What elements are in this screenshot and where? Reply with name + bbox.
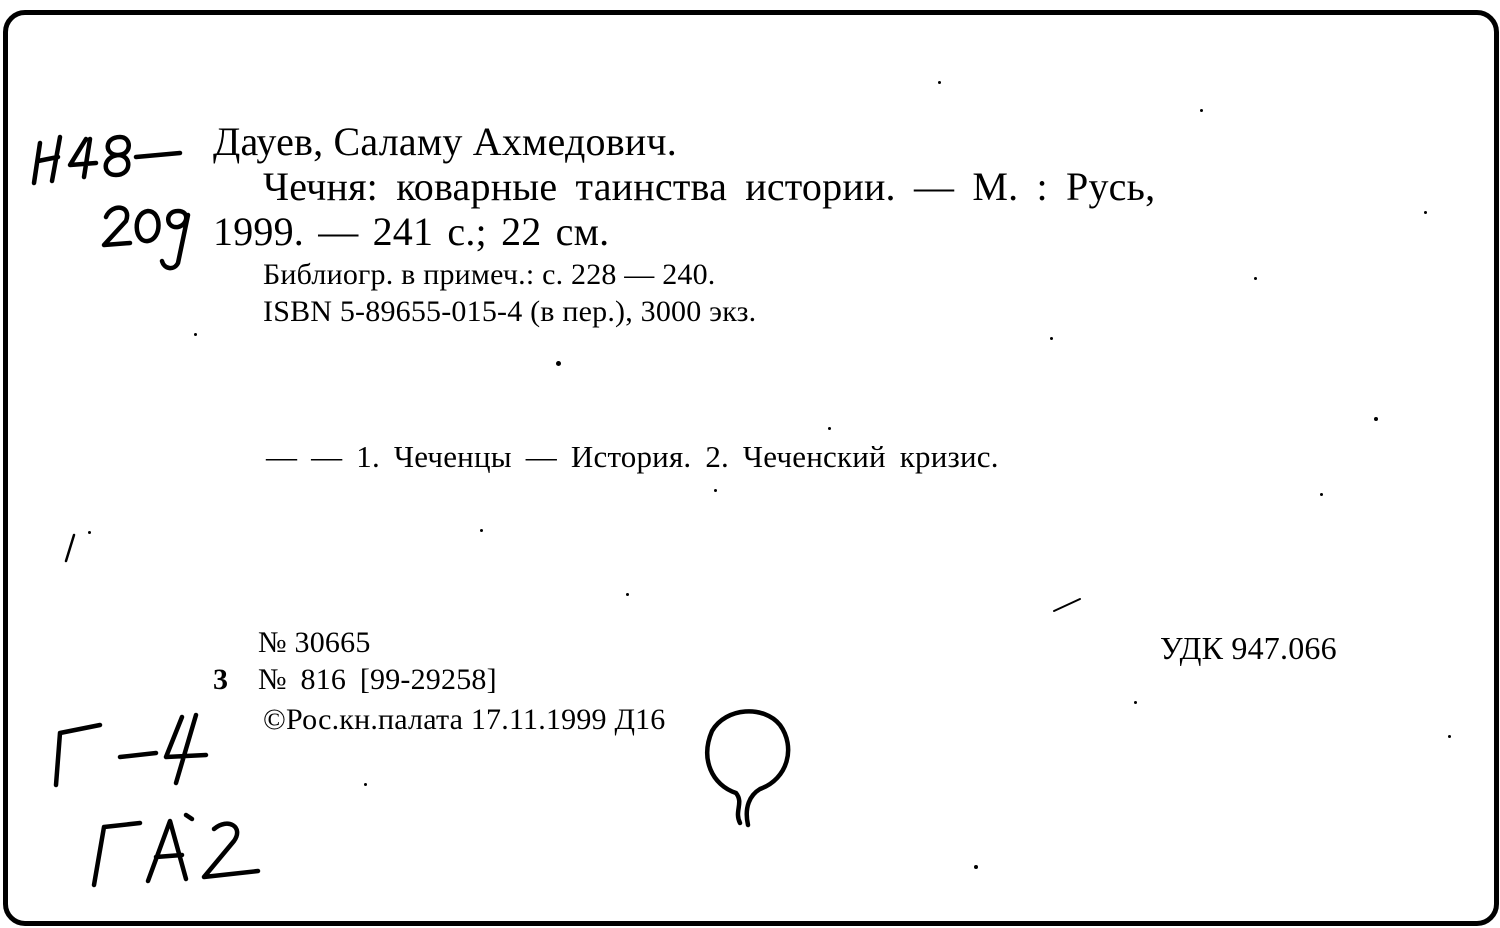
handwritten-loop-mark [707, 711, 788, 825]
order-number: № 816 [99-29258] [258, 663, 497, 696]
subject-headings: — — 1. Чеченцы — История. 2. Чеченский кризис. [266, 439, 999, 474]
handwritten-code-bottom [56, 715, 206, 785]
card-number: № 30665 [258, 626, 371, 659]
handwritten-number-209 [104, 208, 188, 268]
imprint-line: 1999. — 241 с.; 22 см. [213, 209, 610, 254]
copies-flag: 3 [213, 663, 229, 696]
bibliography-note: Библиогр. в примеч.: с. 228 — 240. [263, 258, 716, 291]
udc-code: УДК 947.066 [1160, 630, 1337, 666]
author-heading: Дауев, Саламу Ахмедович. [213, 119, 677, 164]
isbn-line: ISBN 5-89655-015-4 (в пер.), 3000 экз. [263, 295, 757, 328]
handwritten-call-number-top [34, 137, 180, 183]
book-chamber-line: ©Рос.кн.палата 17.11.1999 Д16 [263, 703, 666, 736]
catalog-card [3, 10, 1499, 926]
title-line: Чечня: коварные таинства истории. — М. : Русь, [263, 164, 1156, 209]
handwritten-annotations [8, 15, 1494, 921]
handwritten-stamp-bottom [94, 815, 258, 885]
